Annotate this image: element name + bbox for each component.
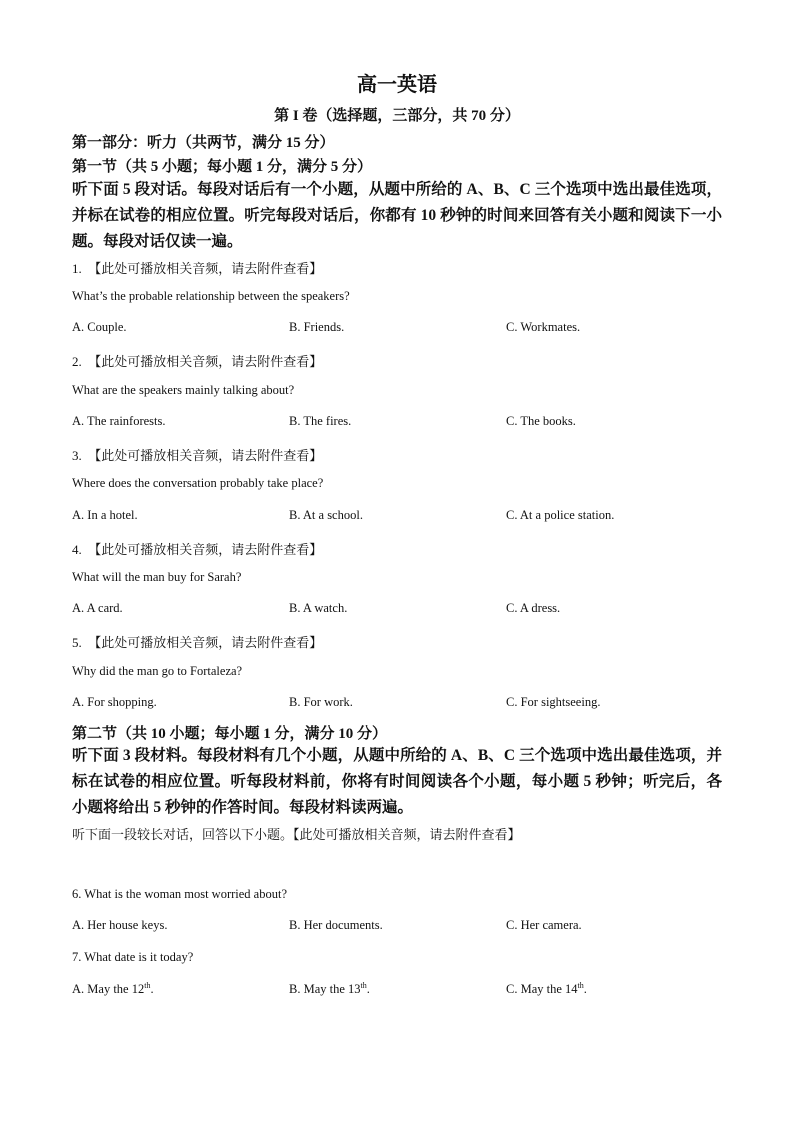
volume-heading: 第 I 卷（选择题，三部分，共 70 分） [274, 108, 520, 124]
question-number: 2. [72, 354, 82, 369]
option-b: B. Her documents. [289, 918, 383, 932]
option-a: A. For shopping. [72, 695, 157, 709]
audio-line [72, 351, 322, 370]
option-a: A. A card. [72, 601, 123, 615]
question-text: 6. What is the woman most worried about? [72, 887, 288, 901]
option-c: C. A dress. [506, 601, 561, 615]
question-text: What will the man buy for Sarah? [72, 570, 242, 584]
audio-line [72, 539, 322, 558]
section1-heading: 第一节（共 5 小题；每小题 1 分，满分 5 分） [72, 159, 373, 175]
audio-note: 【此处可播放相关音频，请去附件查看】 [88, 354, 323, 369]
option-a: A. Her house keys. [72, 918, 168, 932]
question-text: 7. What date is it today? [72, 950, 194, 964]
page-title: 高一英语 [357, 74, 437, 96]
option-b: B. May the 13th. [289, 981, 370, 996]
audio-line [72, 258, 322, 277]
question-number: 5. [72, 635, 82, 650]
part1-heading: 第一部分：听力（共两节，满分 15 分） [72, 135, 335, 151]
audio-line [72, 445, 322, 464]
option-b: B. The fires. [289, 414, 352, 428]
question-number: 3. [72, 448, 82, 463]
option-c: C. Her camera. [506, 918, 582, 932]
option-a: A. May the 12th. [72, 981, 154, 996]
audio-line [72, 632, 322, 651]
option-a: A. Couple. [72, 320, 127, 334]
option-c: C. For sightseeing. [506, 695, 601, 709]
section2-instructions: 听下面 3 段材料。每段材料有几个小题，从题中所给的 A、B、C 三个选项中选出最佳选项，并标在试卷的相应位置。听每段材料前，你将有时间阅读各个小题，每小题 5 秒钟；听完后，各小题将给出 5 秒钟的作答时间。每段材料读两遍。 [72, 747, 722, 816]
option-c: C. Workmates. [506, 320, 581, 334]
option-a: A. In a hotel. [72, 508, 138, 522]
option-c: C. May the 14th. [506, 981, 587, 996]
option-b: B. At a school. [289, 508, 363, 522]
option-b: B. A watch. [289, 601, 348, 615]
audio-note: 【此处可播放相关音频，请去附件查看】 [88, 635, 323, 650]
section1-instructions: 听下面 5 段对话。每段对话后有一个小题，从题中所给的 A、B、C 三个选项中选出最佳选项，并标在试卷的相应位置。听完每段对话后，你都有 10 秒钟的时间来回答有关小题和阅读下一小题。每段对话仅读一遍。 [72, 181, 722, 250]
audio-note: 【此处可播放相关音频，请去附件查看】 [88, 261, 323, 276]
question-number: 4. [72, 542, 82, 557]
audio-note: 【此处可播放相关音频，请去附件查看】 [88, 542, 323, 557]
section2-heading: 第二节（共 10 小题；每小题 1 分，满分 10 分） [72, 726, 388, 742]
question-text: Where does the conversation probably take place? [72, 476, 324, 490]
option-c: C. The books. [506, 414, 576, 428]
passage-note: 听下面一段较长对话，回答以下小题。【此处可播放相关音频，请去附件查看】 [72, 827, 521, 842]
question-number: 1. [72, 261, 82, 276]
option-b: B. For work. [289, 695, 353, 709]
question-text: Why did the man go to Fortaleza? [72, 664, 243, 678]
question-text: What are the speakers mainly talking about? [72, 383, 295, 397]
audio-note: 【此处可播放相关音频，请去附件查看】 [88, 448, 323, 463]
option-a: A. The rainforests. [72, 414, 166, 428]
question-text: What’s the probable relationship between the speakers? [72, 289, 350, 303]
option-b: B. Friends. [289, 320, 345, 334]
option-c: C. At a police station. [506, 508, 615, 522]
